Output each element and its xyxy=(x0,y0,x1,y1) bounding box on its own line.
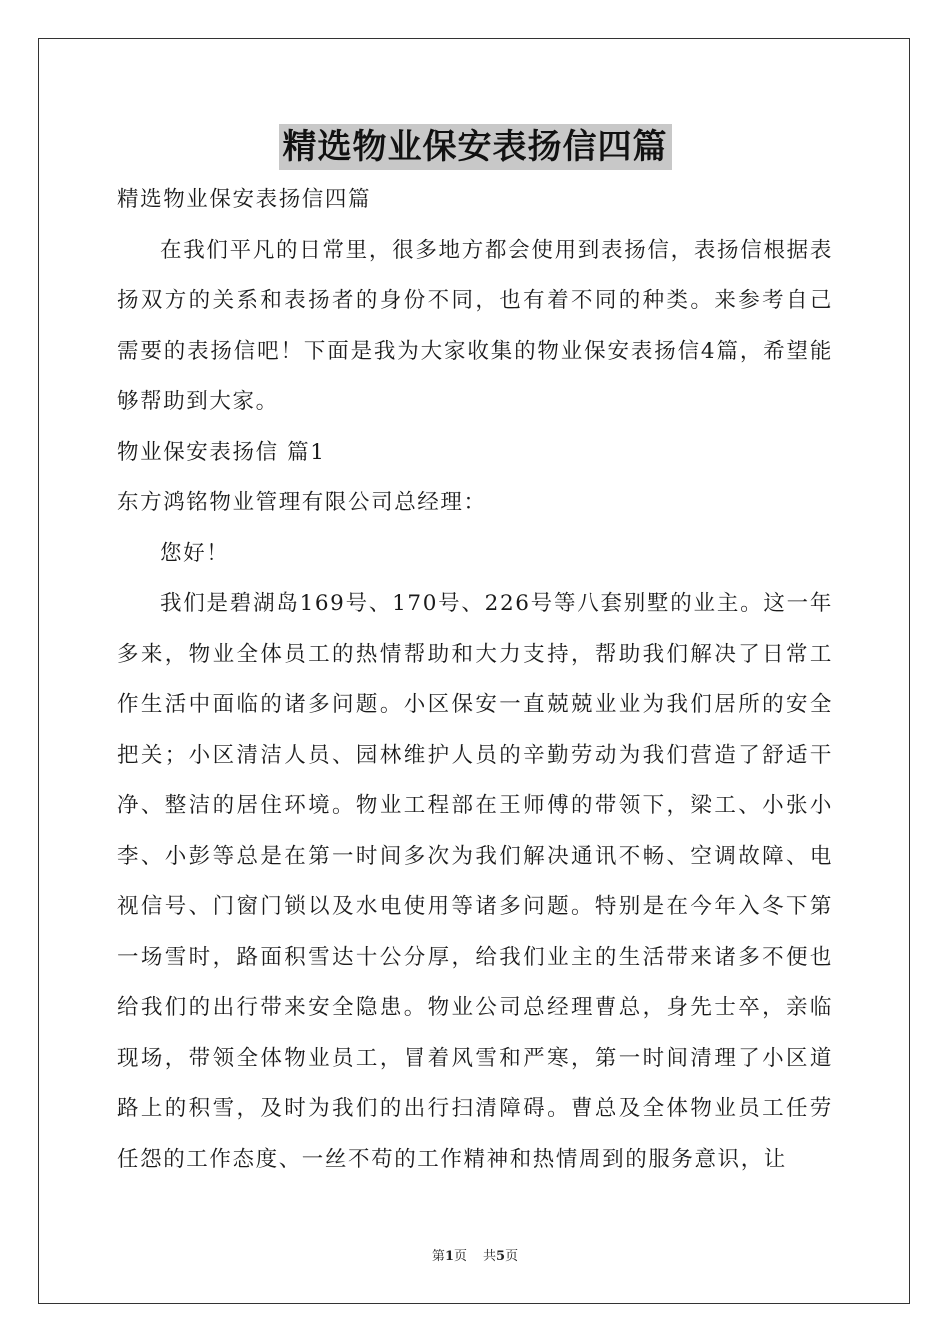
section-heading: 物业保安表扬信 篇1 xyxy=(117,439,326,465)
title-wrap xyxy=(0,124,950,170)
footer-total-pages: 5 xyxy=(496,1249,506,1264)
paragraph: 在我们平凡的日常里，很多地方都会使用到表扬信，表扬信根据表扬双方的关系和表扬者的身份不同，也有着不同的种类。来参考自己需要的表扬信吧！下面是我为大家收集的物业保安表扬信4篇，希望能够帮助到大家。 xyxy=(117,237,833,414)
footer-page-number: 1 xyxy=(444,1249,454,1264)
footer-prefix: 第 xyxy=(431,1249,445,1264)
salutation-recipient: 东方鸿铭物业管理有限公司总经理： xyxy=(117,490,487,515)
document-title: 精选物业保安表扬信四篇 xyxy=(279,124,672,170)
footer-total-prefix: 共 xyxy=(483,1249,497,1264)
document-body xyxy=(117,175,833,1185)
greeting: 您好！ xyxy=(160,540,230,566)
page-footer xyxy=(0,1245,950,1264)
paragraph: 精选物业保安表扬信四篇 xyxy=(117,187,372,212)
paragraph: 我们是碧湖岛169号、170号、226号等八套别墅的业主。这一年多来，物业全体员工的热情帮助和大力支持，帮助我们解决了日常工作生活中面临的诸多问题。小区保安一直兢兢业业为我们居所的安全把关；小区清洁人员、园林维护人员的辛勤劳动为我们营造了舒适干净、整洁的居住环境。物业工程部在王师傅的带领下，梁工、小张小李、小彭等总是在第一时间多次为我们解决通讯不畅、空调故障、电视信号、门窗门锁以及水电使用等诸多问题。特别是在今年入冬下第一场雪时，路面积雪达十公分厚，给我们业主的生活带来诸多不便也给我们的出行带来安全隐患。物业公司总经理曹总，身先士卒，亲临现场，带领全体物业员工，冒着风雪和严寒，第一时间清理了小区道路上的积雪，及时为我们的出行扫清障碍。曹总及全体物业员工任劳任怨的工作态度、一丝不苟的工作精神和热情周到的服务意识，让 xyxy=(117,591,833,1172)
footer-total-suffix: 页 xyxy=(505,1249,519,1264)
footer-page-suffix: 页 xyxy=(453,1249,467,1264)
